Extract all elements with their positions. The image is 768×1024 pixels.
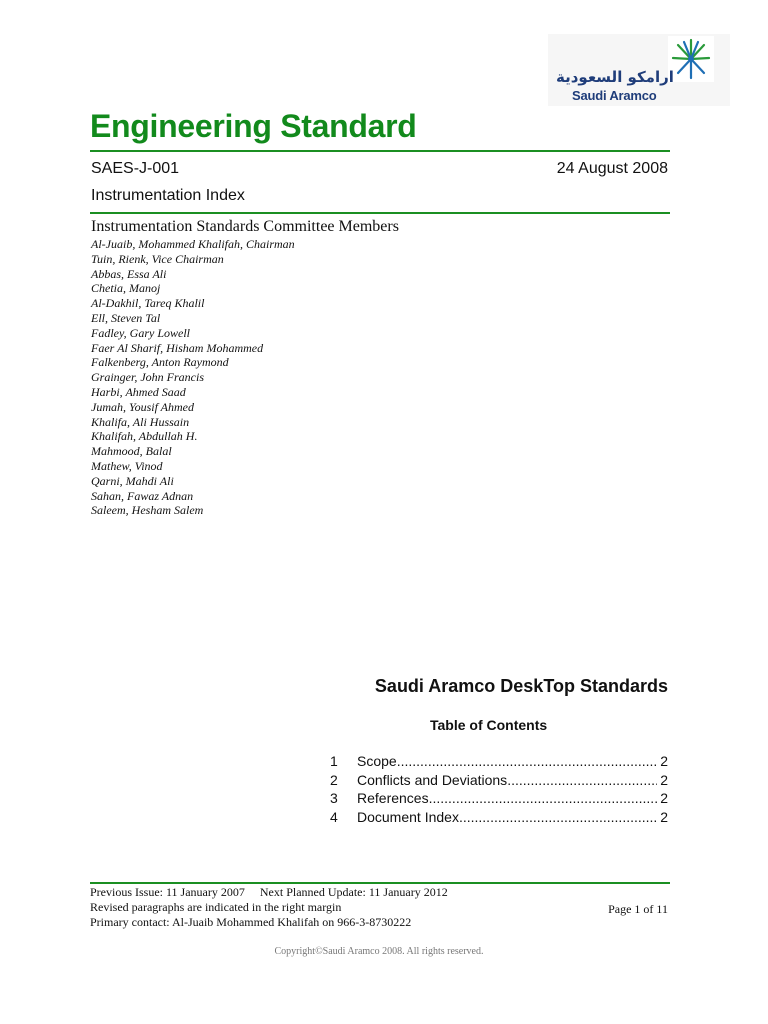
toc-item-page: 2 [660,771,668,788]
footer-contact-line: Primary contact: Al-Juaib Mohammed Khalifah on 966-3-8730222 [90,915,412,929]
aramco-star-icon [668,36,714,82]
toc-leader-dots [397,753,658,769]
saudi-aramco-logo [548,34,730,106]
header-divider [90,212,670,214]
footer-divider [90,882,670,884]
committee-member: Jumah, Yousif Ahmed [91,399,195,414]
toc-item-number: 3 [330,790,338,807]
committee-heading: Instrumentation Standards Committee Members [91,218,399,235]
toc-item-document-index[interactable] [330,808,668,827]
committee-member: Ell, Steven Tal [91,310,161,325]
footer-issue-line: Previous Issue: 11 January 2007 Next Planned Update: 11 January 2012 [90,885,448,899]
toc-item-number: 2 [330,771,338,788]
desktop-standards-title: Saudi Aramco DeskTop Standards [374,676,668,696]
committee-member: Chetia, Manoj [91,281,161,296]
document-date: 24 August 2008 [556,160,668,177]
committee-member: Abbas, Essa Ali [91,266,167,281]
document-title: Instrumentation Index [91,187,245,204]
title-divider [90,150,670,152]
toc-item-label: Conflicts and Deviations [357,771,508,788]
page-number: Page 1 of 11 [608,902,668,916]
copyright-notice: Copyright©Saudi Aramco 2008. All rights reserved. [274,946,484,957]
page-title: Engineering Standard [90,108,417,144]
committee-member: Sahan, Fawaz Adnan [91,488,194,503]
toc-leader-dots [429,790,658,806]
committee-member: Falkenberg, Anton Raymond [91,355,229,370]
toc-leader-dots [507,772,657,788]
committee-member: Al-Dakhil, Tareq Khalil [91,296,205,311]
committee-member: Harbi, Ahmed Saad [91,384,186,399]
logo-arabic-text: ارامكو السعودية [556,68,674,86]
table-of-contents [330,752,668,826]
document-id: SAES-J-001 [91,160,180,177]
committee-member: Tuin, Rienk, Vice Chairman [91,251,224,266]
committee-member: Khalifah, Abdullah H. [91,429,198,444]
toc-item-label: Scope [357,753,397,770]
committee-member: Faer Al Sharif, Hisham Mohammed [91,340,264,355]
footer-info [90,885,448,930]
committee-member: Fadley, Gary Lowell [91,325,190,340]
toc-item-conflicts[interactable] [330,771,668,790]
committee-member: Saleem, Hesham Salem [91,503,204,518]
toc-item-number: 4 [330,809,338,826]
toc-item-scope[interactable] [330,752,668,771]
toc-item-label: References [357,790,429,807]
toc-item-label: Document Index [357,809,459,826]
toc-item-page: 2 [660,809,668,826]
toc-item-page: 2 [660,753,668,770]
logo-english-text: Saudi Aramco [572,88,657,103]
committee-member: Grainger, John Francis [91,370,204,385]
committee-member: Mahmood, Balal [91,444,172,459]
toc-item-number: 1 [330,753,338,770]
committee-member: Khalifa, Ali Hussain [91,414,190,429]
toc-leader-dots [459,809,657,825]
toc-item-page: 2 [660,790,668,807]
committee-member: Mathew, Vinod [91,458,163,473]
committee-member: Qarni, Mahdi Ali [91,473,174,488]
committee-member: Al-Juaib, Mohammed Khalifah, Chairman [91,237,295,251]
toc-item-references[interactable] [330,789,668,808]
toc-heading: Table of Contents [430,717,548,733]
committee-member-list [91,237,295,518]
footer-revised-line: Revised paragraphs are indicated in the right margin [90,900,342,914]
